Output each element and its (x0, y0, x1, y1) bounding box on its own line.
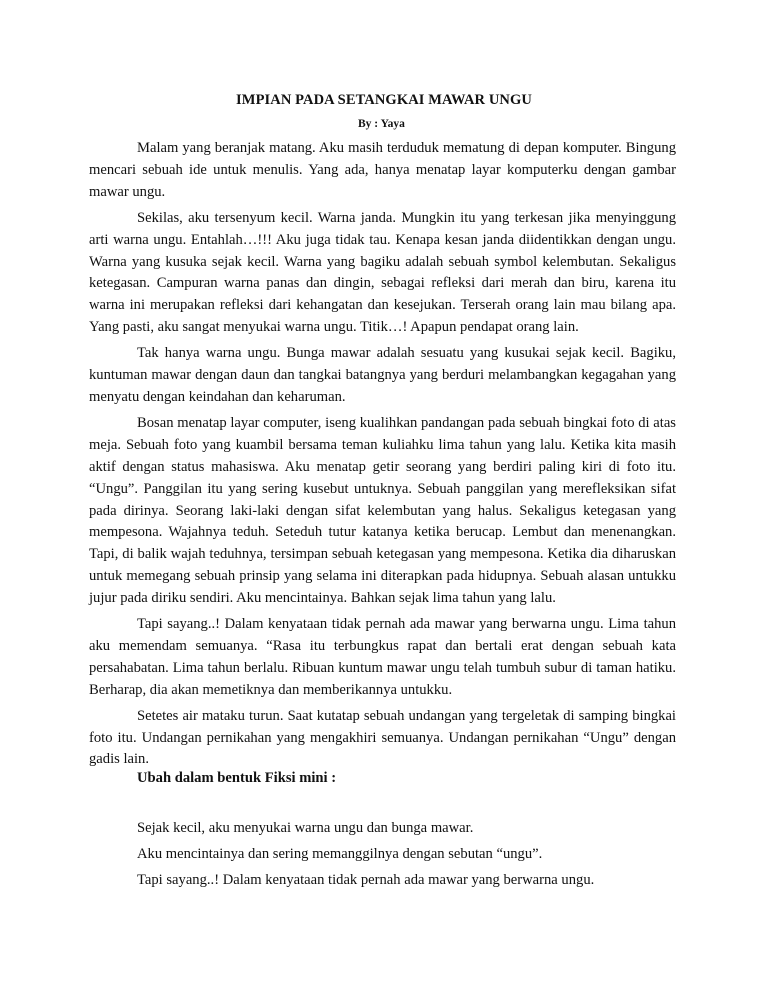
paragraph: Tapi sayang..! Dalam kenyataan tidak pernah ada mawar yang berwarna ungu. Lima tahun aku memendam semuanya. “Rasa itu terbungkus rapat dan bertali erat dengan sebuah kata persahabatan. Lima tahun berlalu. Ribuan kuntum mawar ungu telah tumbuh subur di taman hatiku. Berharap, dia akan memetiknya dan memberikannya untukku. (89, 616, 676, 698)
paragraph: Malam yang beranjak matang. Aku masih terduduk mematung di depan komputer. Bingung mencari sebuah ide untuk menulis. Yang ada, hanya menatap layar komputerku dengan gambar mawar ungu. (89, 140, 676, 200)
mini-fiction (137, 817, 697, 895)
paragraph: Tak hanya warna ungu. Bunga mawar adalah sesuatu yang kusukai sejak kecil. Bagiku, kuntuman mawar dengan daun dan tangkai batangnya yang berduri melambangkan kegagahan yang menyatu dengan keindahan dan keharuman. (89, 345, 676, 405)
mini-line: Tapi sayang..! Dalam kenyataan tidak pernah ada mawar yang berwarna ungu. (137, 872, 595, 888)
paragraph: Setetes air mataku turun. Saat kutatap sebuah undangan yang tergeletak di samping bingkai foto itu. Undangan pernikahan yang mengakhiri semuanya. Undangan pernikahan “Ungu” dengan gadis lain. (89, 707, 676, 768)
document-body (89, 138, 676, 775)
document-byline: By : Yaya (358, 118, 405, 130)
mini-line: Sejak kecil, aku menyukai warna ungu dan bunga mawar. (137, 820, 474, 836)
section-heading: Ubah dalam bentuk Fiksi mini : (137, 770, 337, 786)
document-title: IMPIAN PADA SETANGKAI MAWAR UNGU (236, 92, 532, 108)
mini-line: Aku mencintainya dan sering memanggilnya dengan sebutan “ungu”. (137, 846, 543, 862)
paragraph: Sekilas, aku tersenyum kecil. Warna janda. Mungkin itu yang terkesan jika menyinggung arti warna ungu. Entahlah…!!! Aku juga tidak tau. Kenapa kesan janda diidentikkan dengan ungu. Warna yang kusuka sejak kecil. Warna yang bagiku adalah sebuah symbol kelembutan. Sekaligus ketegasan. Campuran warna panas dan dingin, sebagai refleksi dari merah dan biru, karena itu warna ini merupakan refleksi dari kehangatan dan kesejukan. Terserah orang lain mau bilang apa. Yang pasti, aku sangat menyukai warna ungu. Titik…! Apapun pendapat orang lain. (89, 209, 676, 336)
paragraph: Bosan menatap layar computer, iseng kualihkan pandangan pada sebuah bingkai foto di atas meja. Sebuah foto yang kuambil bersama teman kuliahku lima tahun yang lalu. Ketika kita masih aktif dengan status mahasiswa. Aku menatap getir seorang yang berdiri paling kiri di foto itu. “Ungu”. Panggilan itu yang sering kusebut untuknya. Sebuah panggilan yang merefleksikan sifat pada dirinya. Seorang laki-laki dengan sifat kelembutan yang halus. Sekaligus ketegasan yang mempesona. Wajahnya teduh. Seteduh tutur katanya ketika berucap. Lembut dan menenangkan. Tapi, di balik wajah teduhnya, tersimpan sebuah ketegasan yang mempesona. Ketika dia diharuskan untuk memegang sebuah prinsip yang selama ini diterapkan pada hidupnya. Sebuah alasan untukku jujur pada diriku sendiri. Aku mencintainya. Bahkan sejak lima tahun yang lalu. (89, 414, 676, 607)
